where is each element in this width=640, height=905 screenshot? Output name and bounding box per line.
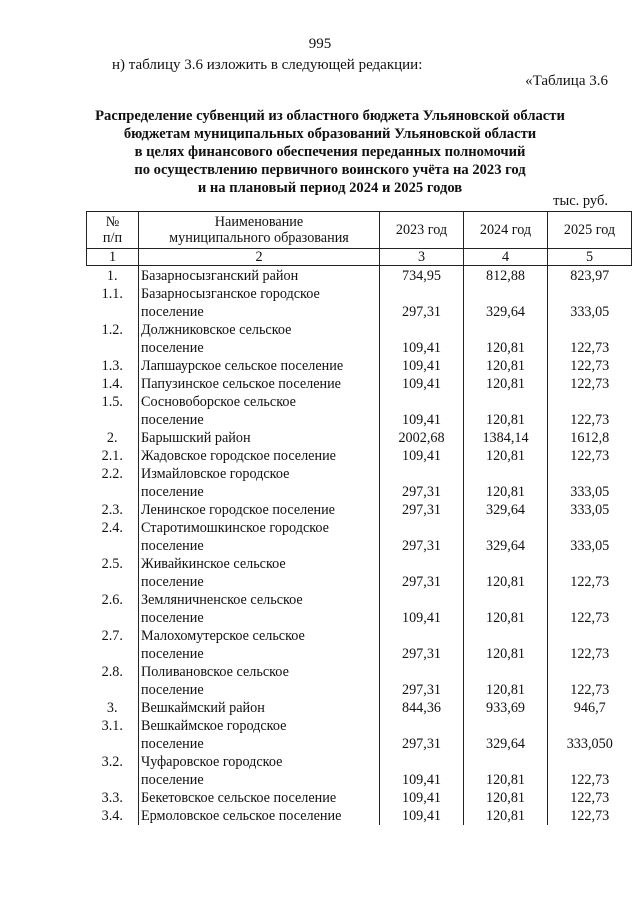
table-row — [87, 447, 632, 465]
municipality-name-line: Живайкинское сельское — [141, 556, 286, 572]
municipality-name-line: поселение — [141, 484, 204, 500]
municipality-name — [139, 789, 380, 807]
row-number: 2. — [106, 430, 118, 446]
municipality-name-line: поселение — [141, 304, 204, 320]
value-2024: 120,81 — [464, 465, 548, 501]
value-2025: 122,73 — [548, 321, 632, 357]
value-2023: 109,41 — [380, 753, 464, 789]
value-2024: 120,81 — [464, 375, 548, 393]
table-row — [87, 699, 632, 717]
value-2025: 122,73 — [548, 807, 632, 825]
municipality-name-line: поселение — [141, 610, 204, 626]
municipality-name — [139, 447, 380, 465]
value-2025: 333,05 — [548, 519, 632, 555]
municipality-name-line: Земляничненское сельское — [141, 592, 303, 608]
value-2025: 1612,8 — [548, 429, 632, 447]
value-2024: 329,64 — [464, 519, 548, 555]
value-2024: 933,69 — [464, 699, 548, 717]
municipality-name-line: Старотимошкинское городское — [141, 520, 329, 536]
row-number: 2.8. — [101, 664, 123, 680]
municipality-name-line: Ленинское городское поселение — [141, 502, 335, 518]
municipality-name-line: поселение — [141, 574, 204, 590]
header-row — [87, 212, 632, 249]
header-name-line2: муниципального образования — [169, 230, 349, 246]
municipality-name-line: Лапшаурское сельское поселение — [141, 358, 344, 374]
row-number: 1.4. — [101, 376, 123, 392]
municipality-name-line: Измайловское городское — [141, 466, 290, 482]
municipality-name-line: Барышский район — [141, 430, 251, 446]
value-2025: 122,73 — [548, 447, 632, 465]
municipality-name-line: поселение — [141, 772, 204, 788]
header-num — [87, 212, 139, 249]
value-2023: 109,41 — [380, 393, 464, 429]
row-number: 3.2. — [101, 754, 123, 770]
value-2024: 812,88 — [464, 266, 548, 286]
value-2024: 120,81 — [464, 393, 548, 429]
value-2024: 120,81 — [464, 807, 548, 825]
value-2023: 297,31 — [380, 627, 464, 663]
table-row — [87, 789, 632, 807]
column-number: 1 — [87, 249, 139, 266]
table-body — [87, 266, 632, 826]
value-2025: 333,05 — [548, 465, 632, 501]
row-number: 2.7. — [101, 628, 123, 644]
municipality-name-line: поселение — [141, 412, 204, 428]
table-row — [87, 663, 632, 699]
municipality-name — [139, 591, 380, 627]
value-2025: 333,05 — [548, 501, 632, 519]
value-2024: 329,64 — [464, 717, 548, 753]
row-number: 2.4. — [101, 520, 123, 536]
value-2023: 297,31 — [380, 285, 464, 321]
municipality-name — [139, 519, 380, 555]
table-row — [87, 627, 632, 663]
value-2025: 122,73 — [548, 357, 632, 375]
table-reference: «Таблица 3.6 — [525, 73, 608, 89]
title-line: в целях финансового обеспечения переданных полномочий — [134, 144, 526, 160]
value-2023: 2002,68 — [380, 429, 464, 447]
row-number: 1. — [106, 268, 118, 284]
municipality-name — [139, 663, 380, 699]
value-2023: 297,31 — [380, 519, 464, 555]
table-header — [87, 212, 632, 266]
unit-label: тыс. руб. — [553, 193, 608, 209]
value-2025: 946,7 — [548, 699, 632, 717]
table-row — [87, 285, 632, 321]
municipality-name — [139, 555, 380, 591]
value-2025: 122,73 — [548, 789, 632, 807]
value-2023: 297,31 — [380, 663, 464, 699]
value-2024: 329,64 — [464, 285, 548, 321]
municipality-name — [139, 266, 380, 286]
table-row — [87, 375, 632, 393]
value-2024: 329,64 — [464, 501, 548, 519]
title-line: Распределение субвенций из областного бюджета Ульяновской области — [95, 108, 565, 124]
table-row — [87, 321, 632, 357]
row-number: 3.3. — [101, 790, 123, 806]
value-2025: 122,73 — [548, 591, 632, 627]
value-2023: 109,41 — [380, 807, 464, 825]
value-2023: 844,36 — [380, 699, 464, 717]
row-number: 2.6. — [101, 592, 123, 608]
municipality-name — [139, 753, 380, 789]
table-row — [87, 753, 632, 789]
intro-text: н) таблицу 3.6 изложить в следующей редакции: — [112, 57, 423, 73]
value-2024: 120,81 — [464, 753, 548, 789]
value-2023: 297,31 — [380, 717, 464, 753]
subsidy-table — [86, 211, 632, 825]
table-row — [87, 501, 632, 519]
municipality-name-line: Чуфаровское городское — [141, 754, 283, 770]
table-row — [87, 519, 632, 555]
municipality-name-line: Вешкаймское городское — [141, 718, 287, 734]
value-2024: 120,81 — [464, 663, 548, 699]
row-number: 3.4. — [101, 808, 123, 824]
table-row — [87, 357, 632, 375]
value-2024: 120,81 — [464, 789, 548, 807]
value-2024: 120,81 — [464, 591, 548, 627]
value-2023: 297,31 — [380, 501, 464, 519]
municipality-name-line: Базарносызганское городское — [141, 286, 320, 302]
municipality-name-line: Жадовское городское поселение — [141, 448, 336, 464]
column-number: 2 — [139, 249, 380, 266]
value-2025: 122,73 — [548, 753, 632, 789]
municipality-name — [139, 393, 380, 429]
column-number-row — [87, 249, 632, 266]
municipality-name — [139, 699, 380, 717]
municipality-name-line: поселение — [141, 736, 204, 752]
header-num-line2: п/п — [102, 230, 123, 246]
title-line: по осуществлению первичного воинского учёта на 2023 год — [134, 162, 526, 178]
municipality-name — [139, 285, 380, 321]
municipality-name-line: Сосновоборское сельское — [141, 394, 296, 410]
municipality-name — [139, 465, 380, 501]
value-2024: 120,81 — [464, 321, 548, 357]
value-2025: 122,73 — [548, 555, 632, 591]
municipality-name-line: поселение — [141, 340, 204, 356]
table-row — [87, 266, 632, 286]
value-2025: 122,73 — [548, 663, 632, 699]
title-line: бюджетам муниципальных образований Ульяновской области — [123, 126, 537, 142]
value-2023: 109,41 — [380, 357, 464, 375]
column-number: 3 — [380, 249, 464, 266]
value-2023: 109,41 — [380, 321, 464, 357]
municipality-name-line: Базарносызганский район — [141, 268, 299, 284]
value-2023: 734,95 — [380, 266, 464, 286]
municipality-name-line: Малохомутерское сельское — [141, 628, 305, 644]
column-number: 5 — [548, 249, 632, 266]
municipality-name — [139, 375, 380, 393]
page-number: 995 — [308, 36, 332, 52]
row-number: 2.1. — [101, 448, 123, 464]
row-number: 3. — [106, 700, 118, 716]
municipality-name — [139, 627, 380, 663]
row-number: 3.1. — [101, 718, 123, 734]
table-row — [87, 807, 632, 825]
municipality-name-line: Бекетовское сельское поселение — [141, 790, 337, 806]
table-row — [87, 591, 632, 627]
table-row — [87, 393, 632, 429]
municipality-name-line: поселение — [141, 682, 204, 698]
column-number: 4 — [464, 249, 548, 266]
value-2024: 120,81 — [464, 627, 548, 663]
table-row — [87, 717, 632, 753]
municipality-name-line: Ермоловское сельское поселение — [141, 808, 342, 824]
municipality-name-line: Папузинское сельское поселение — [141, 376, 341, 392]
value-2023: 297,31 — [380, 555, 464, 591]
value-2024: 120,81 — [464, 447, 548, 465]
municipality-name — [139, 429, 380, 447]
value-2023: 109,41 — [380, 789, 464, 807]
table-row — [87, 465, 632, 501]
municipality-name — [139, 717, 380, 753]
value-2023: 109,41 — [380, 591, 464, 627]
municipality-name-line: поселение — [141, 646, 204, 662]
header-2025: 2025 год — [548, 212, 632, 249]
value-2023: 109,41 — [380, 447, 464, 465]
title-line: и на плановый период 2024 и 2025 годов — [197, 180, 463, 196]
value-2025: 333,050 — [548, 717, 632, 753]
value-2025: 823,97 — [548, 266, 632, 286]
row-number: 1.2. — [101, 322, 123, 338]
value-2025: 122,73 — [548, 375, 632, 393]
value-2023: 297,31 — [380, 465, 464, 501]
municipality-name — [139, 501, 380, 519]
value-2025: 122,73 — [548, 627, 632, 663]
header-num-line1: № — [105, 214, 120, 230]
table-title — [80, 107, 580, 197]
municipality-name-line: Вешкаймский район — [141, 700, 265, 716]
header-name-line1: Наименование — [214, 214, 304, 230]
municipality-name-line: Должниковское сельское — [141, 322, 292, 338]
row-number: 1.3. — [101, 358, 123, 374]
municipality-name — [139, 807, 380, 825]
value-2024: 1384,14 — [464, 429, 548, 447]
municipality-name-line: поселение — [141, 538, 204, 554]
header-2024: 2024 год — [464, 212, 548, 249]
header-2023: 2023 год — [380, 212, 464, 249]
table-row — [87, 429, 632, 447]
row-number: 2.2. — [101, 466, 123, 482]
municipality-name — [139, 321, 380, 357]
value-2024: 120,81 — [464, 555, 548, 591]
row-number: 1.1. — [101, 286, 123, 302]
row-number: 1.5. — [101, 394, 123, 410]
municipality-name-line: Поливановское сельское — [141, 664, 289, 680]
value-2025: 333,05 — [548, 285, 632, 321]
row-number: 2.3. — [101, 502, 123, 518]
table-row — [87, 555, 632, 591]
value-2025: 122,73 — [548, 393, 632, 429]
header-name — [139, 212, 380, 249]
municipality-name — [139, 357, 380, 375]
row-number: 2.5. — [101, 556, 123, 572]
value-2024: 120,81 — [464, 357, 548, 375]
value-2023: 109,41 — [380, 375, 464, 393]
